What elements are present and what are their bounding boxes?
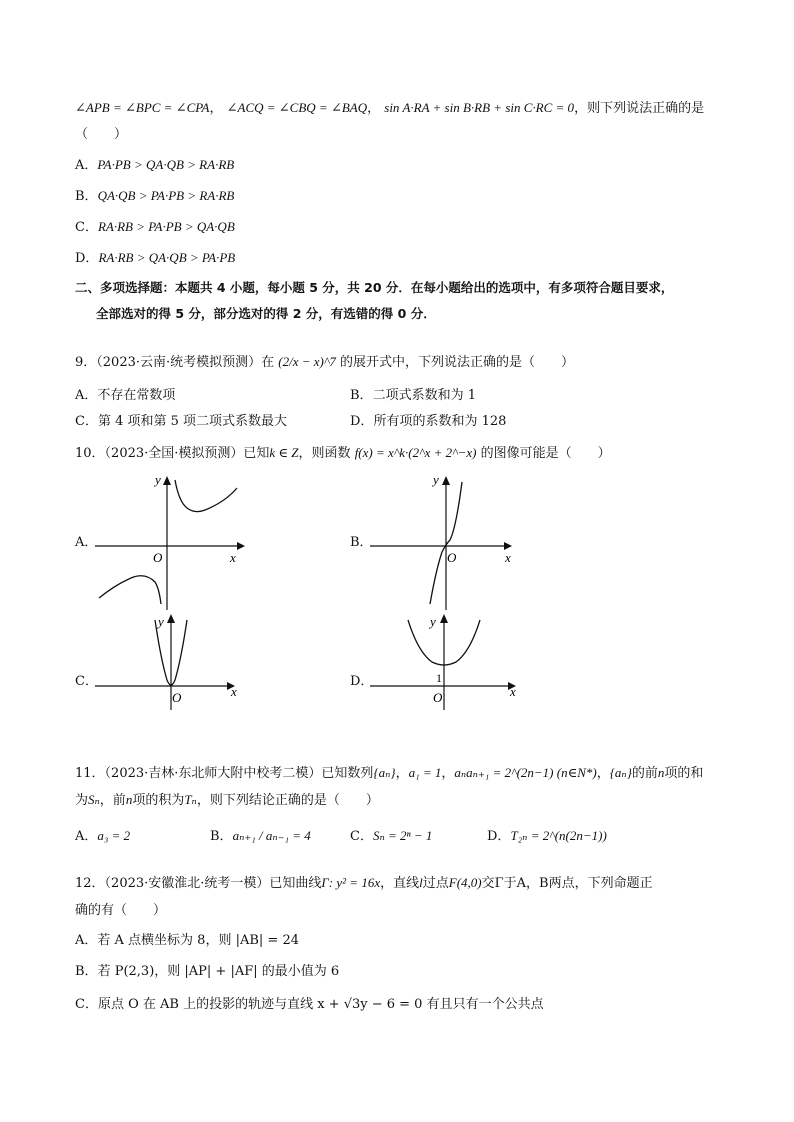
x-label: x <box>230 550 236 565</box>
option-label: A． <box>75 933 98 948</box>
text: 项的积为 <box>132 793 185 808</box>
origin-label: O <box>447 550 457 565</box>
q12-option-c[interactable] <box>75 995 544 1015</box>
origin-label: O <box>433 690 443 705</box>
option-label: A． <box>75 829 98 844</box>
q8-stem-tail: ，则下列说法正确的是 <box>574 101 705 116</box>
q12-stem-line2: 确的有（ ） <box>75 903 167 918</box>
q11-stem-line1: 11．（2023·吉林·东北师大附中校考二模）已知数列{aₙ}，a₁ = 1，aₙaₙ₊₁ = 2^(2n−1) (n∈N*)，{aₙ}的前n项的和 <box>75 765 704 781</box>
q9-stem-tail: 的展开式中，下列说法正确的是（ ） <box>340 355 575 370</box>
x-label: x <box>510 684 516 699</box>
y-axis-arrow-icon <box>167 614 175 623</box>
option-label: B． <box>75 964 98 979</box>
option-label: B． <box>210 829 233 844</box>
question-number: 12． <box>75 876 105 891</box>
q9-option-d[interactable] <box>350 412 506 432</box>
option-text: 二项式系数和为 1 <box>372 388 476 403</box>
text: ，则下列结论正确的是（ ） <box>196 793 379 808</box>
q10-graph-d[interactable] <box>370 610 530 710</box>
q10-stem-mid: ，则函数 <box>298 446 351 461</box>
q10-graph-c[interactable] <box>95 610 255 710</box>
q8-option-a[interactable] <box>75 155 234 176</box>
q10-option-a-label[interactable]: A． <box>75 535 98 550</box>
option-text: T₂ₙ = 2^(n(2n−1)) <box>510 828 607 843</box>
q10-option-d-label[interactable]: D． <box>350 674 374 689</box>
option-text: 不存在常数项 <box>97 388 176 403</box>
q8-stem-line1: ∠APB = ∠BPC = ∠CPA， ∠ACQ = ∠CBQ = ∠BAQ， sin A·RA + sin B·RB + sin C·RC = 0，则下列说法正确的是 <box>75 100 705 116</box>
option-label: A． <box>75 388 98 403</box>
option-label: B． <box>75 189 98 204</box>
text: 过点 <box>422 876 449 891</box>
y-label: y <box>430 614 436 629</box>
question-number: 10． <box>75 446 105 461</box>
q11-condition-2: aₙaₙ₊₁ = 2^(2n−1) (n∈N*) <box>454 765 597 780</box>
q8-paren: （ ） <box>75 127 128 142</box>
q12-points-ab: A，B <box>516 876 549 891</box>
x-axis-arrow-icon <box>504 542 512 550</box>
option-text: 第 4 项和第 5 项二项式系数最大 <box>97 414 288 429</box>
option-text: QA·QB > PA·PB > RA·RB <box>97 188 235 203</box>
option-text: a₃ = 2 <box>97 828 131 843</box>
q11-option-d[interactable] <box>487 826 607 847</box>
x-axis-arrow-icon <box>237 542 245 550</box>
option-text: 所有项的系数和为 128 <box>373 414 507 429</box>
q10-option-b-label[interactable]: B． <box>350 535 373 550</box>
q11-stem-tail1: 项的和 <box>664 766 704 781</box>
q10-condition: k ∈ Z <box>269 445 299 460</box>
q12-option-a[interactable] <box>75 931 299 951</box>
q10-graph-b[interactable] <box>370 470 530 610</box>
option-label: A． <box>75 158 98 173</box>
text: 两点，下列命题正 <box>548 876 653 891</box>
q8-option-d[interactable] <box>75 248 235 269</box>
q10-option-c-label[interactable]: C． <box>75 674 98 689</box>
q12-stem-line1 <box>75 873 653 894</box>
q12-source: （2023·安徽淮北·统考一模）已知曲线 <box>104 876 322 891</box>
option-label: D． <box>487 829 511 844</box>
option-label: D． <box>350 414 374 429</box>
text: ，前 <box>99 793 126 808</box>
q11-n: n <box>125 792 133 807</box>
option-label: C． <box>75 220 98 235</box>
y-label: y <box>158 614 164 629</box>
q9-option-a[interactable] <box>75 386 175 406</box>
question-number: 11． <box>75 766 105 781</box>
option-text: RA·RB > QA·QB > PA·PB <box>98 250 236 265</box>
q8-angles-1: ∠APB = ∠BPC = ∠CPA <box>75 100 210 115</box>
q8-option-c[interactable] <box>75 217 235 238</box>
q9-stem <box>75 352 574 373</box>
q10-function: f(x) = x^k·(2^x + 2^−x) <box>354 445 477 460</box>
y-intercept-label: 1 <box>436 671 442 685</box>
q10-source: （2023·全国·模拟预测）已知 <box>104 446 270 461</box>
q9-expression: (2/x − x)^7 <box>278 354 336 369</box>
option-label: D． <box>75 251 99 266</box>
q9-source: （2023·云南·统考模拟预测）在 <box>96 355 275 370</box>
q8-vector-condition: sin A·RA + sin B·RB + sin C·RC = 0 <box>384 100 575 115</box>
q11-sequence-ref: {aₙ} <box>609 765 632 780</box>
q12-point-f: F(4,0) <box>448 875 482 890</box>
q11-option-b[interactable] <box>210 826 311 847</box>
option-label: C． <box>350 829 373 844</box>
section2-heading-line2: 全部选对的得 5 分，部分选对的得 2 分，有选错的得 0 分． <box>96 306 436 321</box>
text: ，直线 <box>380 876 420 891</box>
q11-option-c[interactable] <box>350 826 432 847</box>
y-axis-arrow-icon <box>440 614 448 623</box>
option-label: C． <box>75 997 98 1012</box>
curve-left-branch <box>99 576 161 604</box>
q11-option-a[interactable] <box>75 826 130 847</box>
y-label: y <box>155 472 161 487</box>
option-text: PA·PB > QA·QB > RA·RB <box>97 157 235 172</box>
y-label: y <box>433 472 439 487</box>
curve-right-branch <box>175 480 237 512</box>
q11-tn: Tₙ <box>184 792 197 807</box>
option-label: B． <box>350 388 373 403</box>
x-label: x <box>505 550 511 565</box>
option-text: 原点 O 在 AB 上的投影的轨迹与直线 x + √3y − 6 = 0 有且只有一个公共点 <box>97 997 544 1012</box>
option-text: 若 P(2,3)，则 |AP| + |AF| 的最小值为 6 <box>97 964 340 979</box>
q11-n: n <box>657 765 665 780</box>
text: 交Γ于 <box>481 876 517 891</box>
origin-label: O <box>153 550 163 565</box>
q12-curve: Γ: y² = 16x <box>321 875 381 890</box>
origin-label: O <box>172 690 182 705</box>
option-text: 若 A 点横坐标为 8，则 |AB| = 24 <box>97 933 299 948</box>
y-axis-arrow-icon <box>163 476 171 485</box>
q10-stem <box>75 443 611 464</box>
q8-angles-2: ∠ACQ = ∠CBQ = ∠BAQ <box>226 100 368 115</box>
q12-line-l: l <box>419 875 423 890</box>
q9-option-c[interactable] <box>75 412 287 432</box>
text: 为 <box>75 793 89 808</box>
q10-graph-a[interactable] <box>95 470 255 610</box>
question-number: 9． <box>75 355 97 370</box>
q8-option-b[interactable] <box>75 186 234 207</box>
q11-sequence: {aₙ} <box>373 765 396 780</box>
q9-option-b[interactable] <box>350 386 476 406</box>
option-text: RA·RB > PA·PB > QA·QB <box>97 219 235 234</box>
q11-sn: Sₙ <box>88 792 100 807</box>
x-label: x <box>231 684 237 699</box>
q11-condition-1: a₁ = 1 <box>408 765 442 780</box>
section2-heading-line1: 二、多项选择题：本题共 4 小题，每小题 5 分，共 20 分．在每小题给出的选项中，有多项符合题目要求， <box>75 280 674 295</box>
q11-stem-mid: 的前 <box>631 766 658 781</box>
y-axis-arrow-icon <box>442 476 450 485</box>
q11-source: （2023·吉林·东北师大附中校考二模）已知数列 <box>104 766 374 781</box>
q11-stem-line2 <box>75 790 379 811</box>
option-text: aₙ₊₁ / aₙ₋₁ = 4 <box>232 828 311 843</box>
option-text: Sₙ = 2ⁿ − 1 <box>372 828 433 843</box>
q12-option-b[interactable] <box>75 962 339 982</box>
option-label: C． <box>75 414 98 429</box>
q10-stem-tail: 的图像可能是（ ） <box>480 446 611 461</box>
